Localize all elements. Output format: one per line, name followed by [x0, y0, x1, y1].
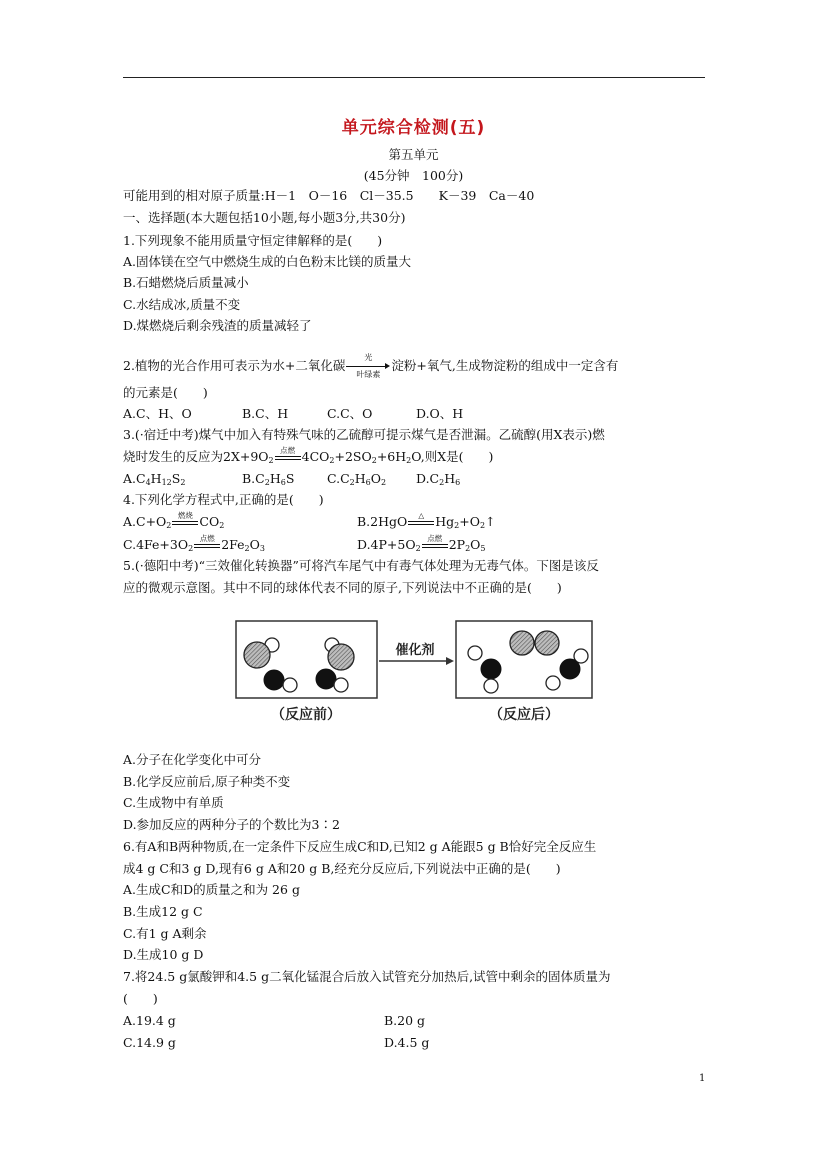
q6-option-a: A.生成C和D的质量之和为 26 g	[123, 882, 300, 897]
q5-option-b: B.化学反应前后,原子种类不变	[123, 774, 291, 789]
q4-option-a: $A.C+O_2$ 燃烧 $CO_2$	[123, 510, 225, 530]
q2-option-c: C.C、O	[327, 406, 373, 421]
q6-line1: 6.有A和B两种物质,在一定条件下反应生成C和D,已知2 g A能跟5 g B恰好完全反应生	[123, 839, 597, 854]
q1-option-d: D.煤燃烧后剩余残渣的质量减轻了	[123, 318, 312, 333]
q4-stem: 4.下列化学方程式中,正确的是( )	[123, 492, 324, 507]
q5-option-a: A.分子在化学变化中可分	[123, 752, 262, 767]
q2-option-a: A.C、H、O	[123, 406, 192, 421]
q4-option-d: $D.4P+5O_2$ 点燃 $2P_2O_5$	[357, 533, 486, 553]
reaction-diagram	[234, 619, 594, 729]
q3-option-b: $B.C_2H_6S$	[242, 471, 295, 487]
q5-option-c: C.生成物中有单质	[123, 795, 224, 810]
q2-stem-part2: 淀粉+氧气,生成物淀粉的组成中一定含有	[391, 358, 619, 373]
q1-option-a: A.固体镁在空气中燃烧生成的白色粉末比镁的质量大	[123, 254, 412, 269]
q7-option-d: D.4.5 g	[384, 1035, 430, 1050]
q3-line2: 烧时发生的反应为$2X+9O_2$ 点燃 $4CO_2+2SO_2+6H_2O$,则X是( )	[123, 445, 494, 465]
q6-line2: 成4 g C和3 g D,现有6 g A和20 g B,经充分反应后,下列说法中正确的是( )	[123, 861, 561, 876]
reaction-arrow	[346, 352, 390, 379]
section-heading: 一、选择题(本大题包括10小题,每小题3分,共30分)	[123, 210, 406, 225]
q2-option-b: B.C、H	[242, 406, 289, 421]
q1-option-b: B.石蜡燃烧后质量减小	[123, 275, 249, 290]
arrow-condition-top: 光	[364, 352, 373, 362]
q2-stem	[123, 352, 619, 379]
q4-option-b: B.2HgO △ $Hg_2+O_2↑$	[357, 510, 496, 530]
catalyst-label: 催化剂	[395, 643, 435, 658]
header-rule	[123, 77, 705, 78]
q3-option-a: $A.C_4H_{12}S_2$	[123, 471, 186, 487]
q5-line2: 应的微观示意图。其中不同的球体代表不同的原子,下列说法中不正确的是( )	[123, 580, 562, 595]
q6-option-c: C.有1 g A剩余	[123, 926, 207, 941]
q3-option-d: $D.C_2H_6$	[416, 471, 461, 487]
equation-equals: 点燃	[275, 452, 301, 464]
page-number: 1	[699, 1073, 706, 1084]
before-label: （反应前）	[271, 707, 341, 723]
page-title: 单元综合检测(五)	[341, 118, 486, 138]
q3-line1: 3.(·宿迁中考)煤气中加入有特殊气味的乙硫醇可提示煤气是否泄漏。乙硫醇(用X表示)燃	[123, 427, 605, 442]
q6-option-d: D.生成10 g D	[123, 947, 204, 962]
q6-option-b: B.生成12 g C	[123, 904, 203, 919]
reaction-arrow-head	[446, 657, 454, 665]
q7-line2: ( )	[123, 991, 158, 1006]
q1-option-c: C.水结成冰,质量不变	[123, 297, 241, 312]
atomic-masses: 可能用到的相对原子质量:H－1 O－16 Cl－35.5 K－39 Ca－40	[123, 188, 535, 203]
q5-option-d: D.参加反应的两种分子的个数比为3∶2	[123, 817, 340, 832]
q3-option-c: $C.C_2H_6O_2$	[327, 471, 387, 487]
q1-stem: 1.下列现象不能用质量守恒定律解释的是( )	[123, 233, 383, 248]
time-score: (45分钟 100分)	[363, 168, 464, 183]
q7-line1: 7.将24.5 g氯酸钾和4.5 g二氧化锰混合后放入试管充分加热后,试管中剩余的固体质量为	[123, 969, 611, 984]
q7-option-c: C.14.9 g	[123, 1035, 176, 1050]
q2-stem-cont: 的元素是( )	[123, 385, 208, 400]
q2-stem-part1: 2.植物的光合作用可表示为水+二氧化碳	[123, 358, 346, 373]
q4-option-c: $C.4Fe+3O_2$ 点燃 $2Fe_2O_3$	[123, 533, 265, 553]
q5-line1: 5.(·德阳中考)“三效催化转换器”可将汽车尾气中有毒气体处理为无毒气体。下图是该反	[123, 558, 599, 573]
q2-option-d: D.O、H	[416, 406, 464, 421]
after-label: （反应后）	[489, 707, 559, 723]
unit-subtitle: 第五单元	[388, 147, 439, 162]
q7-option-b: B.20 g	[384, 1013, 426, 1028]
q7-option-a: A.19.4 g	[123, 1013, 176, 1028]
arrow-condition-bottom: 叶绿素	[356, 369, 381, 379]
